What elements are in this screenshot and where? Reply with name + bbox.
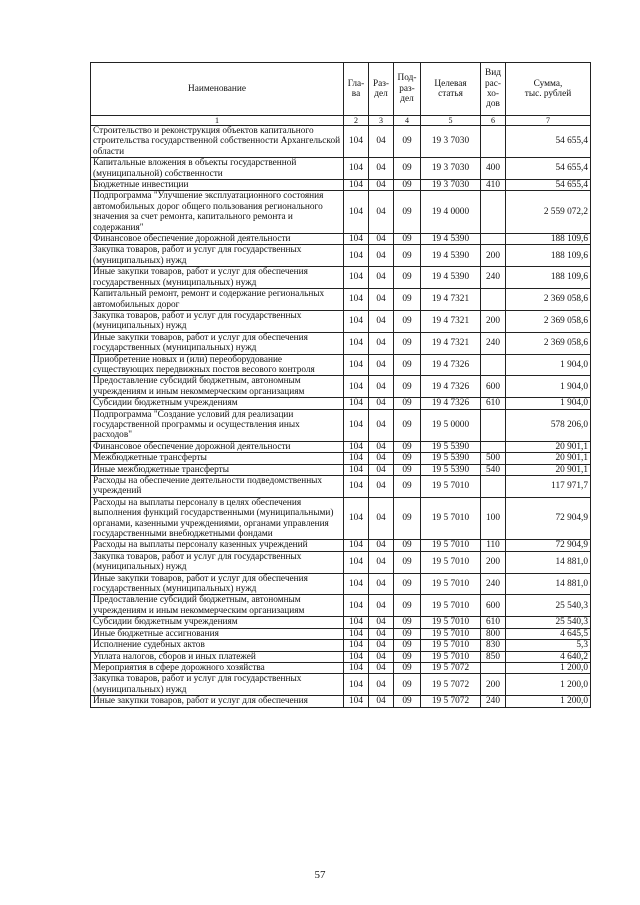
row-subsection: 09 — [394, 234, 421, 245]
row-name: Предоставление субсидий бюджетным, автономным учреждениям и иным некоммерческим организациям — [91, 376, 344, 398]
table-row — [91, 409, 591, 441]
table-row — [91, 651, 591, 662]
row-subsection: 09 — [394, 662, 421, 673]
row-subsection: 09 — [394, 409, 421, 441]
row-type — [481, 191, 506, 234]
row-subsection: 09 — [394, 158, 421, 180]
row-section: 04 — [369, 551, 394, 573]
row-section: 04 — [369, 126, 394, 158]
row-type: 410 — [481, 180, 506, 191]
row-section: 04 — [369, 674, 394, 696]
row-type: 540 — [481, 464, 506, 475]
row-section: 04 — [369, 696, 394, 707]
row-target: 19 5 7072 — [421, 674, 481, 696]
row-amount: 4 640,2 — [506, 651, 591, 662]
row-section: 04 — [369, 453, 394, 464]
row-type: 200 — [481, 245, 506, 267]
row-subsection: 09 — [394, 640, 421, 651]
row-section: 04 — [369, 180, 394, 191]
row-name: Расходы на выплаты персоналу в целях обеспечения выполнения функций государственными (муниципальными) органами, казенными учреждениями, органами управления государственными внебюджетными фондами — [91, 497, 344, 540]
row-type: 500 — [481, 453, 506, 464]
table-row — [91, 453, 591, 464]
row-chapter: 104 — [344, 696, 369, 707]
row-subsection: 09 — [394, 191, 421, 234]
row-target: 19 5 7010 — [421, 640, 481, 651]
row-name: Расходы на обеспечение деятельности подведомственных учреждений — [91, 476, 344, 498]
row-section: 04 — [369, 628, 394, 639]
row-section: 04 — [369, 376, 394, 398]
row-name: Строительство и реконструкция объектов капитального строительства государственной собственности Архангельской области — [91, 126, 344, 158]
column-number: 1 — [91, 116, 344, 126]
row-target: 19 5 7010 — [421, 595, 481, 617]
row-target: 19 4 7321 — [421, 310, 481, 332]
table-row — [91, 441, 591, 452]
row-type: 850 — [481, 651, 506, 662]
row-subsection: 09 — [394, 573, 421, 595]
row-chapter: 104 — [344, 310, 369, 332]
row-section: 04 — [369, 332, 394, 354]
row-target: 19 5 7010 — [421, 540, 481, 551]
row-subsection: 09 — [394, 376, 421, 398]
row-name: Межбюджетные трансферты — [91, 453, 344, 464]
row-amount: 1 904,0 — [506, 376, 591, 398]
row-subsection: 09 — [394, 595, 421, 617]
header-name: Наименование — [91, 63, 344, 116]
row-type: 240 — [481, 267, 506, 289]
row-name: Иные закупки товаров, работ и услуг для обеспечения — [91, 696, 344, 707]
row-type — [481, 476, 506, 498]
header-amount: Сумма, тыс. рублей — [506, 63, 591, 116]
row-subsection: 09 — [394, 354, 421, 376]
table-row — [91, 126, 591, 158]
table-body — [91, 126, 591, 708]
row-target: 19 5 5390 — [421, 464, 481, 475]
row-amount: 25 540,3 — [506, 617, 591, 628]
row-subsection: 09 — [394, 180, 421, 191]
row-name: Финансовое обеспечение дорожной деятельности — [91, 441, 344, 452]
row-name: Субсидии бюджетным учреждениям — [91, 398, 344, 409]
row-amount: 54 655,4 — [506, 126, 591, 158]
page-number: 57 — [314, 869, 326, 881]
row-name: Предоставление субсидий бюджетным, автономным учреждениям и иным некоммерческим организациям — [91, 595, 344, 617]
row-name: Расходы на выплаты персоналу казенных учреждений — [91, 540, 344, 551]
row-amount: 2 369 058,6 — [506, 289, 591, 311]
row-type: 610 — [481, 398, 506, 409]
row-chapter: 104 — [344, 441, 369, 452]
table-row — [91, 310, 591, 332]
row-section: 04 — [369, 595, 394, 617]
row-section: 04 — [369, 640, 394, 651]
row-subsection: 09 — [394, 628, 421, 639]
row-section: 04 — [369, 158, 394, 180]
column-number: 5 — [421, 116, 481, 126]
row-section: 04 — [369, 573, 394, 595]
row-type: 200 — [481, 674, 506, 696]
row-amount: 1 904,0 — [506, 354, 591, 376]
row-name: Иные бюджетные ассигнования — [91, 628, 344, 639]
row-target: 19 4 7326 — [421, 376, 481, 398]
row-chapter: 104 — [344, 540, 369, 551]
table-row — [91, 617, 591, 628]
row-type — [481, 441, 506, 452]
row-section: 04 — [369, 617, 394, 628]
row-subsection: 09 — [394, 551, 421, 573]
row-name: Капитальный ремонт, ремонт и содержание региональных автомобильных дорог — [91, 289, 344, 311]
row-subsection: 09 — [394, 453, 421, 464]
row-section: 04 — [369, 497, 394, 540]
header-subsection: Под- раз- дел — [394, 63, 421, 116]
row-chapter: 104 — [344, 662, 369, 673]
row-subsection: 09 — [394, 398, 421, 409]
row-type: 200 — [481, 551, 506, 573]
row-target: 19 4 0000 — [421, 191, 481, 234]
table-row — [91, 628, 591, 639]
row-chapter: 104 — [344, 595, 369, 617]
row-section: 04 — [369, 441, 394, 452]
table-row — [91, 662, 591, 673]
row-amount: 54 655,4 — [506, 158, 591, 180]
row-type: 100 — [481, 497, 506, 540]
row-amount: 72 904,9 — [506, 540, 591, 551]
row-chapter: 104 — [344, 640, 369, 651]
row-name: Закупка товаров, работ и услуг для государственных (муниципальных) нужд — [91, 245, 344, 267]
table-row — [91, 551, 591, 573]
row-target: 19 5 5390 — [421, 453, 481, 464]
row-chapter: 104 — [344, 354, 369, 376]
row-amount: 20 901,1 — [506, 441, 591, 452]
row-target: 19 5 7010 — [421, 628, 481, 639]
row-section: 04 — [369, 409, 394, 441]
row-chapter: 104 — [344, 191, 369, 234]
row-type: 110 — [481, 540, 506, 551]
row-name: Иные закупки товаров, работ и услуг для обеспечения государственных (муниципальных) нужд — [91, 267, 344, 289]
row-name: Приобретение новых и (или) переоборудование существующих передвижных постов весового контроля — [91, 354, 344, 376]
header-row — [91, 63, 591, 116]
row-section: 04 — [369, 662, 394, 673]
row-subsection: 09 — [394, 617, 421, 628]
row-target: 19 4 7321 — [421, 332, 481, 354]
row-amount: 1 904,0 — [506, 398, 591, 409]
table-row — [91, 267, 591, 289]
row-subsection: 09 — [394, 674, 421, 696]
table-row — [91, 332, 591, 354]
table-row — [91, 640, 591, 651]
header-section: Раз- дел — [369, 63, 394, 116]
row-subsection: 09 — [394, 540, 421, 551]
row-chapter: 104 — [344, 617, 369, 628]
row-target: 19 5 7010 — [421, 617, 481, 628]
row-type: 240 — [481, 696, 506, 707]
row-subsection: 09 — [394, 126, 421, 158]
row-subsection: 09 — [394, 332, 421, 354]
row-section: 04 — [369, 289, 394, 311]
row-type — [481, 234, 506, 245]
row-amount: 20 901,1 — [506, 464, 591, 475]
row-amount: 188 109,6 — [506, 245, 591, 267]
row-type: 240 — [481, 573, 506, 595]
row-amount: 188 109,6 — [506, 267, 591, 289]
row-name: Подпрограмма "Улучшение эксплуатационного состояния автомобильных дорог общего пользования регионального значения за счет ремонта, капитального ремонта и содержания" — [91, 191, 344, 234]
table-row — [91, 234, 591, 245]
row-name: Субсидии бюджетным учреждениям — [91, 617, 344, 628]
row-chapter: 104 — [344, 332, 369, 354]
row-amount: 5,3 — [506, 640, 591, 651]
row-subsection: 09 — [394, 696, 421, 707]
row-name: Уплата налогов, сборов и иных платежей — [91, 651, 344, 662]
row-amount: 188 109,6 — [506, 234, 591, 245]
row-section: 04 — [369, 651, 394, 662]
row-target: 19 4 5390 — [421, 245, 481, 267]
row-section: 04 — [369, 540, 394, 551]
column-number: 2 — [344, 116, 369, 126]
row-type: 600 — [481, 595, 506, 617]
row-chapter: 104 — [344, 398, 369, 409]
row-chapter: 104 — [344, 674, 369, 696]
row-target: 19 5 7010 — [421, 551, 481, 573]
row-chapter: 104 — [344, 267, 369, 289]
row-amount: 1 200,0 — [506, 662, 591, 673]
row-chapter: 104 — [344, 126, 369, 158]
table-row — [91, 376, 591, 398]
row-name: Иные закупки товаров, работ и услуг для обеспечения государственных (муниципальных) нужд — [91, 332, 344, 354]
row-section: 04 — [369, 464, 394, 475]
row-target: 19 5 7010 — [421, 497, 481, 540]
row-chapter: 104 — [344, 453, 369, 464]
row-type: 240 — [481, 332, 506, 354]
row-type: 400 — [481, 158, 506, 180]
row-chapter: 104 — [344, 245, 369, 267]
row-chapter: 104 — [344, 476, 369, 498]
row-name: Иные закупки товаров, работ и услуг для обеспечения государственных (муниципальных) нужд — [91, 573, 344, 595]
row-name: Исполнение судебных актов — [91, 640, 344, 651]
table-row — [91, 245, 591, 267]
row-amount: 2 369 058,6 — [506, 332, 591, 354]
row-amount: 54 655,4 — [506, 180, 591, 191]
row-chapter: 104 — [344, 158, 369, 180]
row-chapter: 104 — [344, 180, 369, 191]
row-type — [481, 354, 506, 376]
row-section: 04 — [369, 310, 394, 332]
row-subsection: 09 — [394, 464, 421, 475]
row-target: 19 3 7030 — [421, 126, 481, 158]
row-type — [481, 409, 506, 441]
table-row — [91, 674, 591, 696]
table-row — [91, 180, 591, 191]
table-row — [91, 464, 591, 475]
row-target: 19 3 7030 — [421, 158, 481, 180]
row-subsection: 09 — [394, 310, 421, 332]
row-amount: 14 881,0 — [506, 573, 591, 595]
row-target: 19 4 7326 — [421, 398, 481, 409]
row-subsection: 09 — [394, 245, 421, 267]
row-subsection: 09 — [394, 497, 421, 540]
header-target: Целевая статья — [421, 63, 481, 116]
row-subsection: 09 — [394, 441, 421, 452]
row-chapter: 104 — [344, 464, 369, 475]
row-target: 19 4 5390 — [421, 234, 481, 245]
row-type — [481, 289, 506, 311]
row-chapter: 104 — [344, 497, 369, 540]
row-subsection: 09 — [394, 476, 421, 498]
row-chapter: 104 — [344, 651, 369, 662]
row-name: Подпрограмма "Создание условий для реализации государственной программы и осуществления иных расходов" — [91, 409, 344, 441]
row-type: 610 — [481, 617, 506, 628]
row-amount: 1 200,0 — [506, 674, 591, 696]
row-chapter: 104 — [344, 376, 369, 398]
row-target: 19 5 7072 — [421, 662, 481, 673]
row-amount: 14 881,0 — [506, 551, 591, 573]
column-number: 4 — [394, 116, 421, 126]
row-amount: 25 540,3 — [506, 595, 591, 617]
header-chapter: Гла- ва — [344, 63, 369, 116]
row-section: 04 — [369, 476, 394, 498]
row-target: 19 5 7010 — [421, 476, 481, 498]
row-type — [481, 662, 506, 673]
row-amount: 578 206,0 — [506, 409, 591, 441]
row-type: 830 — [481, 640, 506, 651]
table-row — [91, 540, 591, 551]
table-row — [91, 191, 591, 234]
row-amount: 1 200,0 — [506, 696, 591, 707]
row-type — [481, 126, 506, 158]
table-row — [91, 497, 591, 540]
table-row — [91, 398, 591, 409]
table-row — [91, 595, 591, 617]
row-amount: 117 971,7 — [506, 476, 591, 498]
row-subsection: 09 — [394, 651, 421, 662]
row-chapter: 104 — [344, 234, 369, 245]
row-name: Иные межбюджетные трансферты — [91, 464, 344, 475]
row-type: 200 — [481, 310, 506, 332]
row-type: 600 — [481, 376, 506, 398]
row-section: 04 — [369, 245, 394, 267]
row-name: Закупка товаров, работ и услуг для государственных (муниципальных) нужд — [91, 310, 344, 332]
column-number-row — [91, 116, 591, 126]
row-target: 19 5 0000 — [421, 409, 481, 441]
row-section: 04 — [369, 398, 394, 409]
table-row — [91, 476, 591, 498]
row-name: Мероприятия в сфере дорожного хозяйства — [91, 662, 344, 673]
row-section: 04 — [369, 191, 394, 234]
row-name: Финансовое обеспечение дорожной деятельности — [91, 234, 344, 245]
column-number: 6 — [481, 116, 506, 126]
row-amount: 72 904,9 — [506, 497, 591, 540]
row-target: 19 5 7072 — [421, 696, 481, 707]
row-subsection: 09 — [394, 289, 421, 311]
column-number: 7 — [506, 116, 591, 126]
row-section: 04 — [369, 267, 394, 289]
row-target: 19 3 7030 — [421, 180, 481, 191]
header-type: Вид рас- хо- дов — [481, 63, 506, 116]
table-row — [91, 696, 591, 707]
row-section: 04 — [369, 354, 394, 376]
row-target: 19 5 7010 — [421, 651, 481, 662]
table-row — [91, 573, 591, 595]
row-target: 19 4 7326 — [421, 354, 481, 376]
row-target: 19 4 5390 — [421, 267, 481, 289]
row-chapter: 104 — [344, 573, 369, 595]
row-subsection: 09 — [394, 267, 421, 289]
row-chapter: 104 — [344, 409, 369, 441]
table-row — [91, 158, 591, 180]
row-amount: 20 901,1 — [506, 453, 591, 464]
table-row — [91, 289, 591, 311]
row-name: Закупка товаров, работ и услуг для государственных (муниципальных) нужд — [91, 551, 344, 573]
row-target: 19 4 7321 — [421, 289, 481, 311]
row-chapter: 104 — [344, 628, 369, 639]
row-amount: 2 559 072,2 — [506, 191, 591, 234]
row-name: Капитальные вложения в объекты государственной (муниципальной) собственности — [91, 158, 344, 180]
row-amount: 4 645,5 — [506, 628, 591, 639]
row-chapter: 104 — [344, 551, 369, 573]
column-number: 3 — [369, 116, 394, 126]
table-row — [91, 354, 591, 376]
row-chapter: 104 — [344, 289, 369, 311]
budget-table — [90, 62, 591, 708]
row-name: Бюджетные инвестиции — [91, 180, 344, 191]
row-target: 19 5 5390 — [421, 441, 481, 452]
row-type: 800 — [481, 628, 506, 639]
row-section: 04 — [369, 234, 394, 245]
row-target: 19 5 7010 — [421, 573, 481, 595]
row-amount: 2 369 058,6 — [506, 310, 591, 332]
row-name: Закупка товаров, работ и услуг для государственных (муниципальных) нужд — [91, 674, 344, 696]
